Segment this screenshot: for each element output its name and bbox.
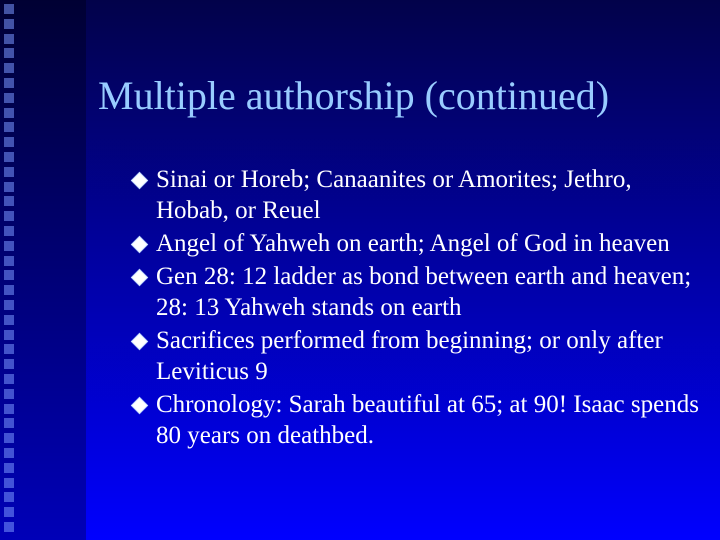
diamond-bullet-icon [131, 397, 148, 414]
diamond-bullet-icon [131, 269, 148, 286]
bullet-text: Chronology: Sarah beautiful at 65; at 90! Isaac spends 80 years on deathbed. [156, 391, 699, 449]
bullet-item [130, 228, 710, 259]
bullet-item [130, 261, 710, 323]
bullet-text: Sinai or Horeb; Canaanites or Amorites; Jethro, Hobab, or Reuel [156, 166, 632, 224]
diamond-bullet-icon [131, 333, 148, 350]
bullet-item [130, 325, 710, 387]
bullet-list [130, 164, 710, 453]
diamond-bullet-icon [131, 236, 148, 253]
diamond-bullet-icon [131, 172, 148, 189]
bullet-text: Sacrifices performed from beginning; or only after Leviticus 9 [156, 327, 663, 385]
bullet-text: Angel of Yahweh on earth; Angel of God in heaven [156, 230, 670, 257]
bullet-item [130, 164, 710, 226]
bullet-text: Gen 28: 12 ladder as bond between earth and heaven; 28: 13 Yahweh stands on earth [156, 263, 692, 321]
slide-title: Multiple authorship (continued) [98, 73, 610, 118]
bullet-item [130, 389, 710, 451]
decorative-square-column [4, 4, 22, 536]
left-decorative-band [0, 0, 86, 540]
